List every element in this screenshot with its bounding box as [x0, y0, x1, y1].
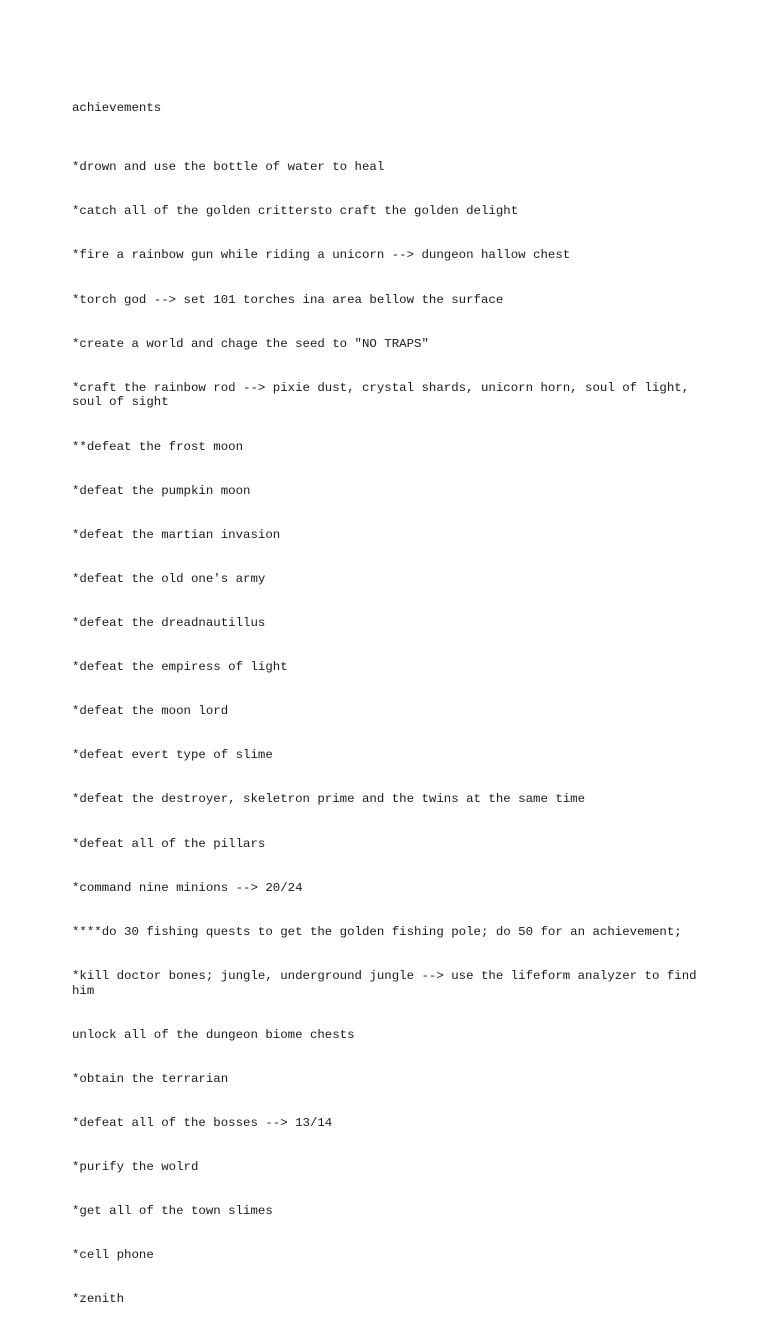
achievement-line: ****do 30 fishing quests to get the golden fishing pole; do 50 for an achievement; — [72, 924, 682, 939]
achievement-line: *drown and use the bottle of water to heal — [72, 160, 385, 175]
achievement-line: *defeat the martian invasion — [72, 527, 281, 542]
achievement-line: *obtain the terrarian — [72, 1071, 229, 1086]
achievement-line: *defeat the empiress of light — [72, 660, 288, 675]
achievement-line: *cell phone — [72, 1248, 154, 1263]
achievement-line: *zenith — [72, 1292, 125, 1307]
achievement-line: *create a world and chage the seed to "NO TRAPS" — [72, 336, 429, 351]
achievement-line: *defeat the pumpkin moon — [72, 483, 251, 498]
achievement-line: *command nine minions --> 20/24 — [72, 880, 303, 895]
achievement-line: *defeat the moon lord — [72, 704, 229, 719]
achievement-line: *defeat the destroyer, skeletron prime and the twins at the same time — [72, 792, 586, 807]
achievement-line: *defeat all of the pillars — [72, 836, 266, 851]
achievement-line: *torch god --> set 101 torches ina area bellow the surface — [72, 292, 504, 307]
achievement-line: *defeat the old one's army — [72, 571, 266, 586]
achievement-line: *defeat evert type of slime — [72, 748, 273, 763]
achievement-line: *kill doctor bones; jungle, underground jungle --> use the lifeform analyzer to find him — [72, 968, 705, 998]
achievement-line: *defeat the dreadnautillus — [72, 616, 266, 630]
achievement-line: *defeat all of the bosses --> 13/14 — [72, 1115, 333, 1130]
achievement-line: *craft the rainbow rod --> pixie dust, crystal shards, unicorn horn, soul of light, soul of sight — [72, 380, 697, 410]
achievement-line: *purify the wolrd — [72, 1160, 199, 1175]
achievement-line: *get all of the town slimes — [72, 1204, 273, 1219]
document-title: achievements — [72, 101, 162, 116]
achievement-line: unlock all of the dungeon biome chests — [72, 1027, 355, 1042]
achievement-line: *catch all of the golden crittersto craft the golden delight — [72, 204, 519, 219]
achievement-line: **defeat the frost moon — [72, 439, 244, 454]
document-body — [72, 72, 712, 1336]
achievement-line: *fire a rainbow gun while riding a unicorn --> dungeon hallow chest — [72, 248, 571, 263]
